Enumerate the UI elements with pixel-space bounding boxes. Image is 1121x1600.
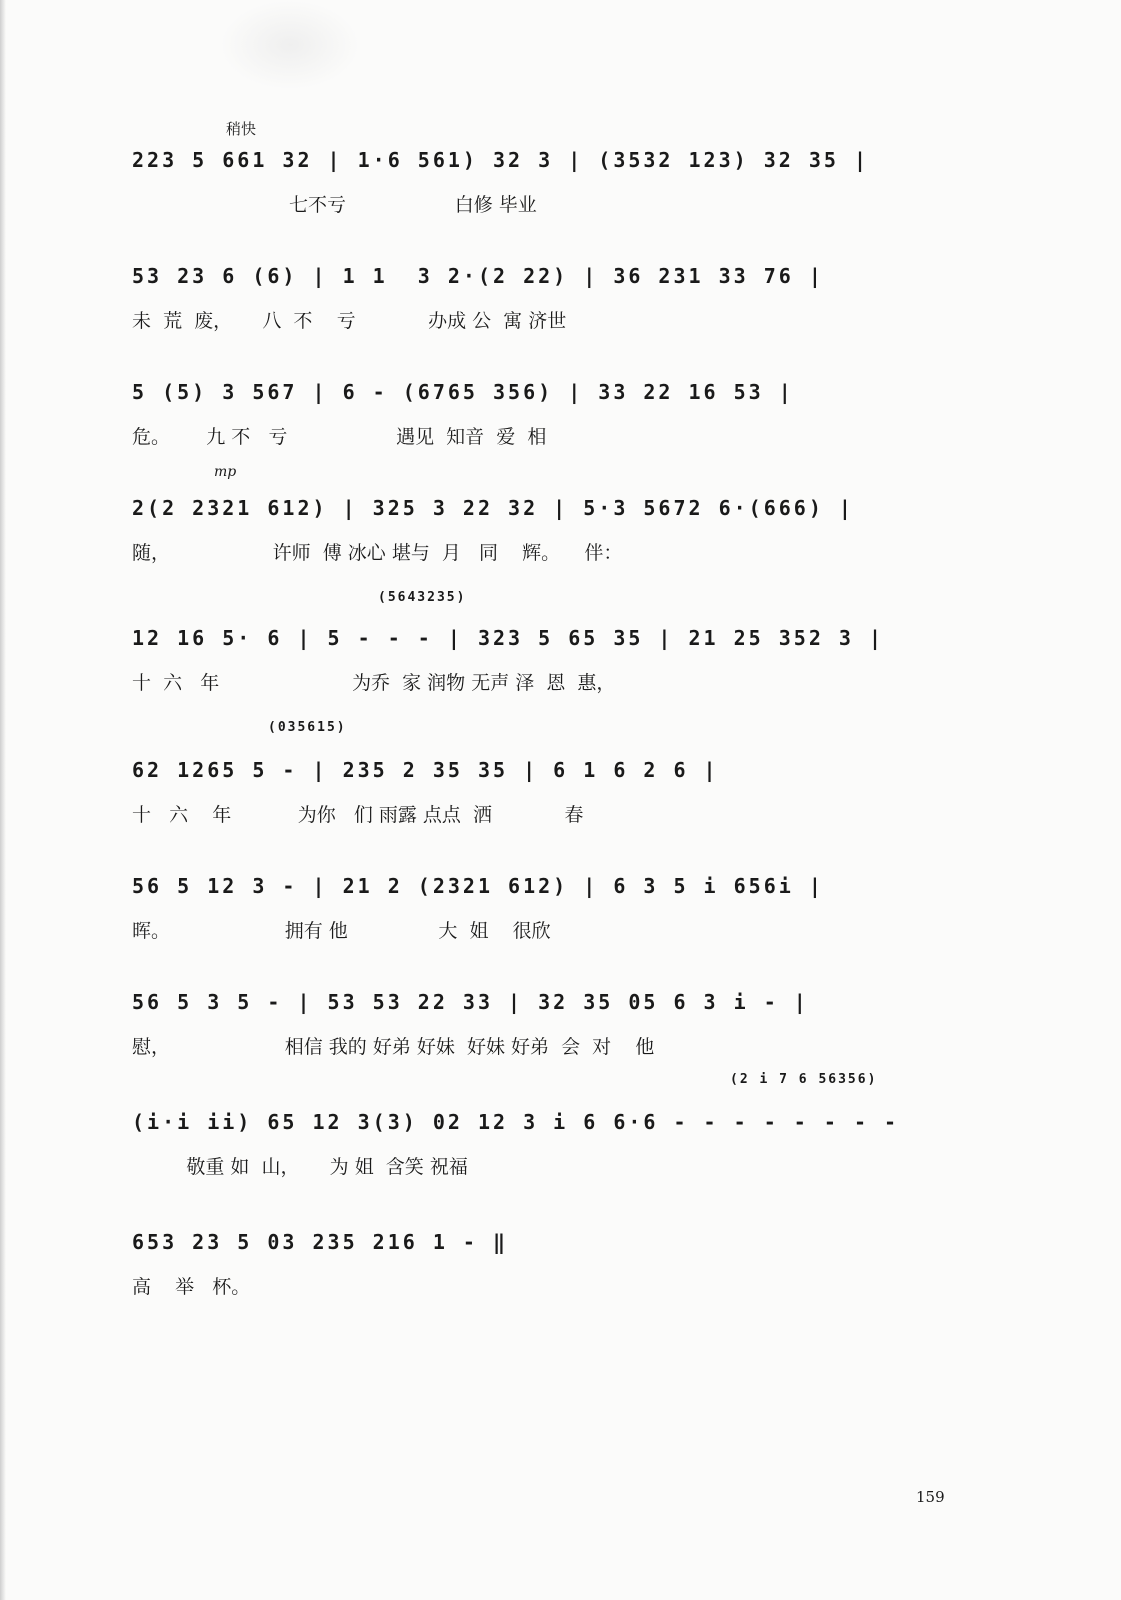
melody-line: 56 5 12 3 - | 21 2 (2321 612) | 6 3 5 i 656i | [132,874,824,898]
melody-line: 223 5 661 32 | 1·6 561) 32 3 | (3532 123) 32 35 | [132,148,870,172]
lyrics-line: 随， 许师 傅 冰心 堪与 月 同 辉。 伴： [132,542,623,564]
lyrics-line: 未 荒 废， 八 不 亏 办成 公 寓 济世 [132,310,567,332]
tempo-mark: 稍快 [226,120,257,138]
lyrics-line: 高 举 杯。 [132,1276,251,1298]
melody-line: 5 (5) 3 567 | 6 - (6765 356) | 33 22 16 53 | [132,380,794,404]
melody-line: 2(2 2321 612) | 325 3 22 32 | 5·3 5672 6·(666) | [132,496,854,520]
page-edge-shadow [0,0,6,1600]
ornament-annotation: (035615) [268,720,347,735]
page-number: 159 [916,1488,945,1506]
lyrics-line: 晖。 拥有 他 大 姐 很欣 [132,920,551,942]
melody-line: 53 23 6 (6) | 1 1 3 2·(2 22) | 36 231 33 76 | [132,264,824,288]
lyrics-line: 十 六 年 为乔 家 润物 无声 泽 恩 惠， [132,672,616,694]
scan-smudge [220,0,360,90]
melody-line: 12 16 5· 6 | 5 - - - | 323 5 65 35 | 21 25 352 3 | [132,626,885,650]
ornament-annotation: (2 i 7 6 56356) [730,1072,878,1087]
dynamic-mark: mp [214,464,237,480]
lyrics-line: 危。 九 不 亏 遇见 知音 爱 相 [132,426,547,448]
lyrics-line: 七不亏 白修 毕业 [132,194,537,216]
melody-line: 653 23 5 03 235 216 1 - ‖ [132,1230,509,1254]
melody-line: 56 5 3 5 - | 53 53 22 33 | 32 35 05 6 3 i - | [132,990,809,1014]
lyrics-line: 慰， 相信 我的 好弟 好妹 好妹 好弟 会 对 他 [132,1036,655,1058]
melody-line: (i·i ii) 65 12 3(3) 02 12 3 i 6 6·6 - - - - - - - - [132,1110,900,1134]
ornament-annotation: (5643235) [378,590,467,605]
melody-line: 62 1265 5 - | 235 2 35 35 | 6 1 6 2 6 | [132,758,719,782]
lyrics-line: 十 六 年 为你 们 雨露 点点 洒 春 [132,804,584,826]
lyrics-line: 敬重 如 山， 为 姐 含笑 祝福 [132,1156,468,1178]
